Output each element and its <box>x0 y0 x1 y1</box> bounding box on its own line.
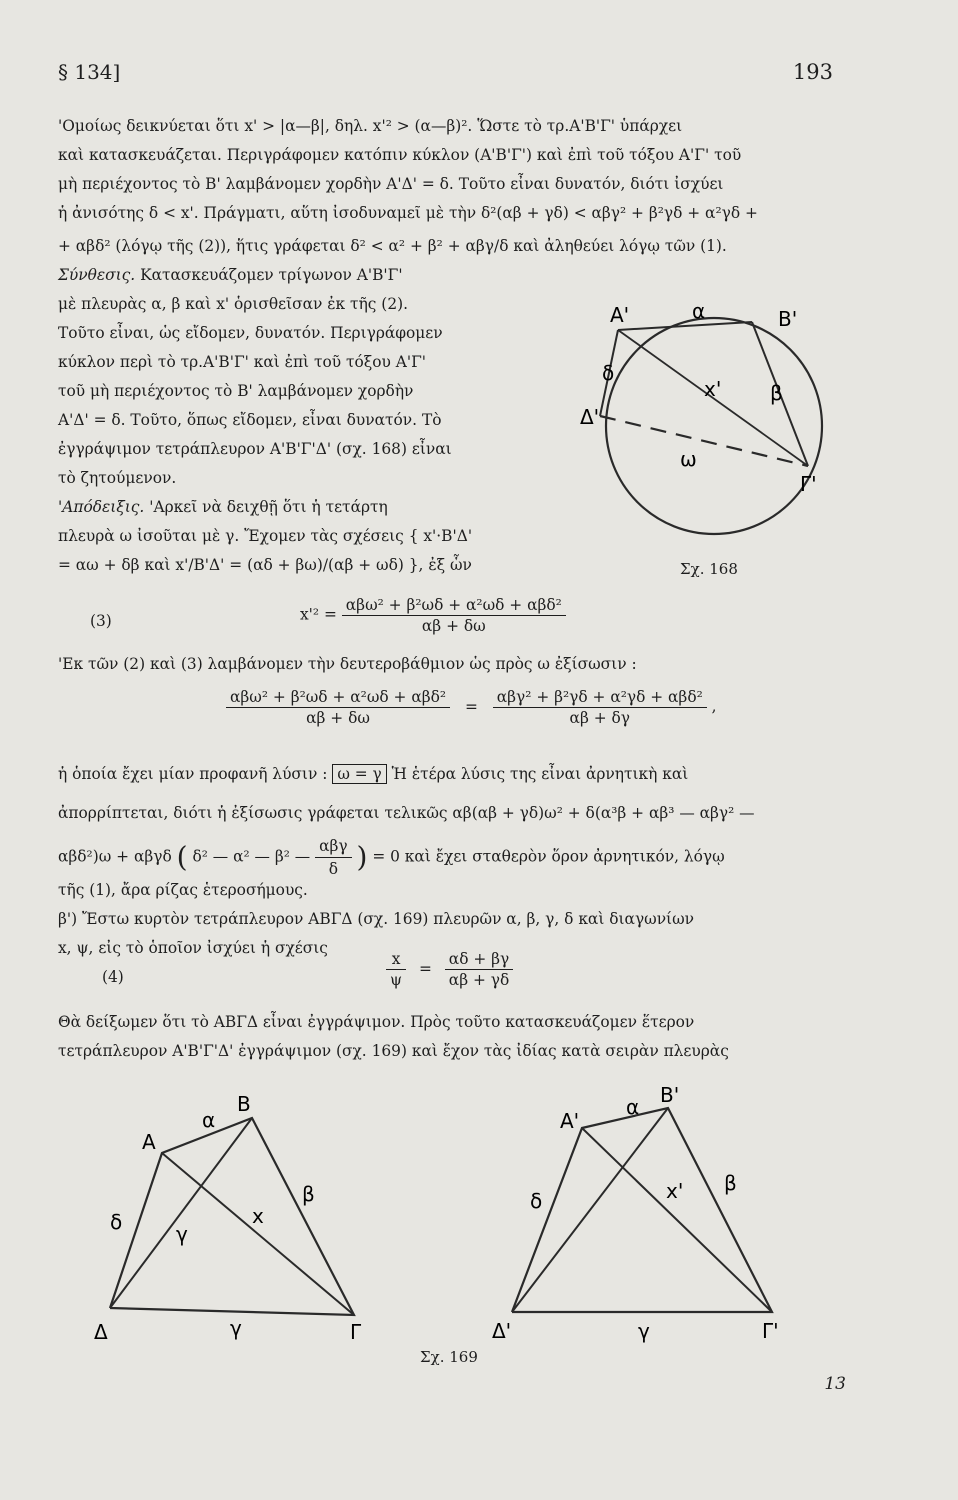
quad-left-den: αβ + δω <box>306 709 370 727</box>
equation-3 <box>300 596 566 635</box>
label-b: β <box>302 1182 315 1206</box>
label-B: Β' <box>778 307 798 331</box>
diagonal-A1G1 <box>582 1128 772 1312</box>
solution-intro: ἡ ὁποία ἔχει μίαν προφανῆ λύσιν : <box>58 765 328 783</box>
eq3-lhs: x'² = <box>300 605 337 624</box>
figure-169-left <box>92 1083 422 1343</box>
label-G: Γ <box>350 1320 362 1344</box>
solution-rest: Ἡ ἑτέρα λύσις της εἶναι ἀρνητικὴ καὶ <box>391 765 689 783</box>
text-line: κύκλον περὶ τὸ τρ.Α'Β'Γ' καὶ ἐπὶ τοῦ τόξου Α'Γ' <box>58 353 427 371</box>
eq4-rhs-num: αδ + βγ <box>445 950 513 970</box>
eq3-number: (3) <box>90 612 112 630</box>
factor-line: αβδ²)ω + αβγδ ( δ² — α² — β² — $\frac{\text{αβγ}}{\delta}$ ) = 0 καὶ ἔχει σταθερὸν ὅρον ἀρνητικόν, λόγῳ <box>58 837 725 878</box>
factor-frac-den: δ <box>328 860 338 878</box>
quadrilateral-A1B1G1D1 <box>512 1108 772 1312</box>
text-line: τῆς (1), ἄρα ρίζας ἑτεροσήμους. <box>58 881 308 899</box>
label-B: Β' <box>660 1083 680 1107</box>
label-d: δ <box>110 1210 123 1234</box>
figure-168 <box>582 296 837 556</box>
label-D: Δ <box>94 1320 108 1344</box>
quad-equals: = <box>464 697 478 716</box>
label-b: β <box>724 1171 737 1195</box>
quad-right-den: αβ + δγ <box>569 709 630 727</box>
label-d: δ <box>602 361 615 385</box>
quad-right-num: αβγ² + β²γδ + α²γδ + αβδ² <box>493 688 707 708</box>
label-y: γ <box>176 1222 188 1246</box>
lower-text-2 <box>58 760 840 963</box>
eq4-lhs-num: x <box>386 950 406 970</box>
chord-a <box>618 322 752 330</box>
figure-169-right <box>490 1080 790 1345</box>
factor-prefix: αβδ²)ω + αβγδ <box>58 847 172 866</box>
text-line: τοῦ μὴ περιέχοντος τὸ Β' λαμβάνομεν χορδὴν <box>58 382 414 400</box>
label-a: α <box>202 1108 216 1132</box>
eq4-rhs-den: αβ + γδ <box>448 971 510 989</box>
text-line: 'Αρκεῖ νὰ δειχθῇ ὅτι ἡ τετάρτη <box>149 498 388 516</box>
lower-text <box>58 650 840 679</box>
running-header <box>58 60 833 90</box>
text-line: πλευρὰ ω ἰσοῦται μὲ γ. Ἔχομεν τὰς σχέσεις { x'·Β'Δ' <box>58 527 473 545</box>
text-line: τετράπλευρον Α'Β'Γ'Δ' ἐγγράψιμον (σχ. 169) καὶ ἔχον τὰς ἰδίας κατὰ σειρὰν πλευρὰς <box>58 1042 729 1060</box>
final-text <box>58 1008 840 1066</box>
label-d: δ <box>530 1189 543 1213</box>
label-G: Γ' <box>800 472 817 496</box>
text-line: Κατασκευάζομεν τρίγωνον Α'Β'Γ' <box>140 266 403 284</box>
label-B: Β <box>237 1092 251 1116</box>
quad-comma: , <box>711 697 717 716</box>
text-line: 'Ομοίως δεικνύεται ὅτι x' > |α—β|, δηλ. x'² > (α—β)². Ὥστε τὸ τρ.Α'Β'Γ' ὑπάρχει <box>58 117 683 135</box>
factor-frac-num: αβγ <box>315 836 352 858</box>
text-line: μὴ περιέχοντος τὸ Β' λαμβάνομεν χορδὴν Α'Δ' = δ. Τοῦτο εἶναι δυνατόν, διότι ἰσχύει <box>58 175 724 193</box>
label-x: x' <box>666 1179 684 1203</box>
factor-suffix: = 0 καὶ ἔχει σταθερὸν ὅρον ἀρνητικόν, λόγῳ <box>372 847 725 866</box>
text-line: ἐγγράψιμον τετράπλευρον Α'Β'Γ'Δ' (σχ. 168) εἶναι <box>58 440 452 458</box>
synthesis-label: Σύνθεσις. <box>58 266 136 284</box>
text-line: Α'Δ' = δ. Τοῦτο, ὅπως εἴδομεν, εἶναι δυνατόν. Τὸ <box>58 411 442 429</box>
text-line: β') Ἔστω κυρτὸν τετράπλευρον ΑΒΓΔ (σχ. 169) πλευρῶν α, β, γ, δ καὶ διαγωνίων <box>58 910 694 928</box>
quad-left-num: αβω² + β²ωδ + α²ωδ + αβδ² <box>226 688 450 708</box>
label-g: γ <box>638 1319 650 1343</box>
eq3-numerator: αβω² + β²ωδ + α²ωδ + αβδ² <box>342 596 566 616</box>
label-G: Γ' <box>762 1319 779 1343</box>
text-line: x, ψ, εἰς τὸ ὁποῖον ἰσχύει ἡ σχέσις <box>58 939 328 957</box>
diagonal-AG <box>162 1153 354 1315</box>
figure-168-caption: Σχ. 168 <box>680 560 738 578</box>
quadratic-equation <box>226 688 717 727</box>
figure-169-caption: Σχ. 169 <box>420 1348 478 1366</box>
equation-4 <box>386 950 513 989</box>
text-line: μὲ πλευρὰς α, β καὶ x' ὁρισθεῖσαν ἐκ τῆς (2). <box>58 295 409 313</box>
label-a: α <box>626 1095 640 1119</box>
label-D: Δ' <box>492 1319 512 1343</box>
eq4-lhs-den: ψ <box>390 971 403 989</box>
text-line: ἀπορρίπτεται, διότι ἡ ἐξίσωσις γράφεται τελικῶς αβ(αβ + γδ)ω² + δ(α³β + αβ³ — αβγ² — <box>58 804 755 822</box>
section-mark: § 134] <box>58 60 121 84</box>
label-b: β <box>770 381 783 405</box>
proof-label: 'Απόδειξις. <box>58 498 145 516</box>
eq3-denominator: αβ + δω <box>421 617 486 635</box>
text-line: καὶ κατασκευάζεται. Περιγράφομεν κατόπιν κύκλον (Α'Β'Γ') καὶ ἐπὶ τοῦ τόξου Α'Γ' τοῦ <box>58 146 742 164</box>
label-A: Α <box>142 1130 156 1154</box>
label-x: x' <box>704 377 722 401</box>
text-line: Θὰ δείξωμεν ὅτι τὸ ΑΒΓΔ εἶναι ἐγγράψιμον. Πρὸς τοῦτο κατασκευάζομεν ἕτερον <box>58 1013 695 1031</box>
page-number: 193 <box>792 60 833 84</box>
text-line: = αω + δβ καὶ x'/Β'Δ' = (αδ + βω)/(αβ + ωδ) }, ἐξ ὧν <box>58 556 472 574</box>
label-g: γ <box>230 1316 242 1340</box>
label-A: Α' <box>610 303 630 327</box>
text-line: Τοῦτο εἶναι, ὡς εἴδομεν, δυνατόν. Περιγράφομεν <box>58 324 443 342</box>
factor-inner: δ² — α² — β² — <box>192 847 311 866</box>
label-w: ω <box>680 447 697 471</box>
chord-w-dashed <box>600 416 808 466</box>
eq4-number: (4) <box>102 968 124 986</box>
synthesis-block <box>58 261 538 580</box>
label-A: Α' <box>560 1109 580 1133</box>
text-line: + αβδ² (λόγῳ τῆς (2)), ἥτις γράφεται δ² < α² + β² + αβγ/δ καὶ ἀληθεύει λόγῳ τῶν (1). <box>58 237 727 255</box>
text-line: ἡ ἀνισότης δ < x'. Πράγματι, αὕτη ἰσοδυναμεῖ μὲ τὴν δ²(αβ + γδ) < αβγ² + β²γδ + α²γδ + <box>58 204 758 222</box>
label-D: Δ' <box>580 405 600 429</box>
label-x: x <box>252 1204 264 1228</box>
text-line: 'Εκ τῶν (2) καὶ (3) λαμβάνομεν τὴν δευτεροβάθμιον ὡς πρὸς ω ἐξίσωσιν : <box>58 655 637 673</box>
eq4-equals: = <box>418 959 432 978</box>
signature-mark: 13 <box>824 1374 846 1394</box>
solution-box: ω = γ <box>332 764 386 784</box>
label-a: α <box>692 299 706 323</box>
text-line: τὸ ζητούμενον. <box>58 469 177 487</box>
